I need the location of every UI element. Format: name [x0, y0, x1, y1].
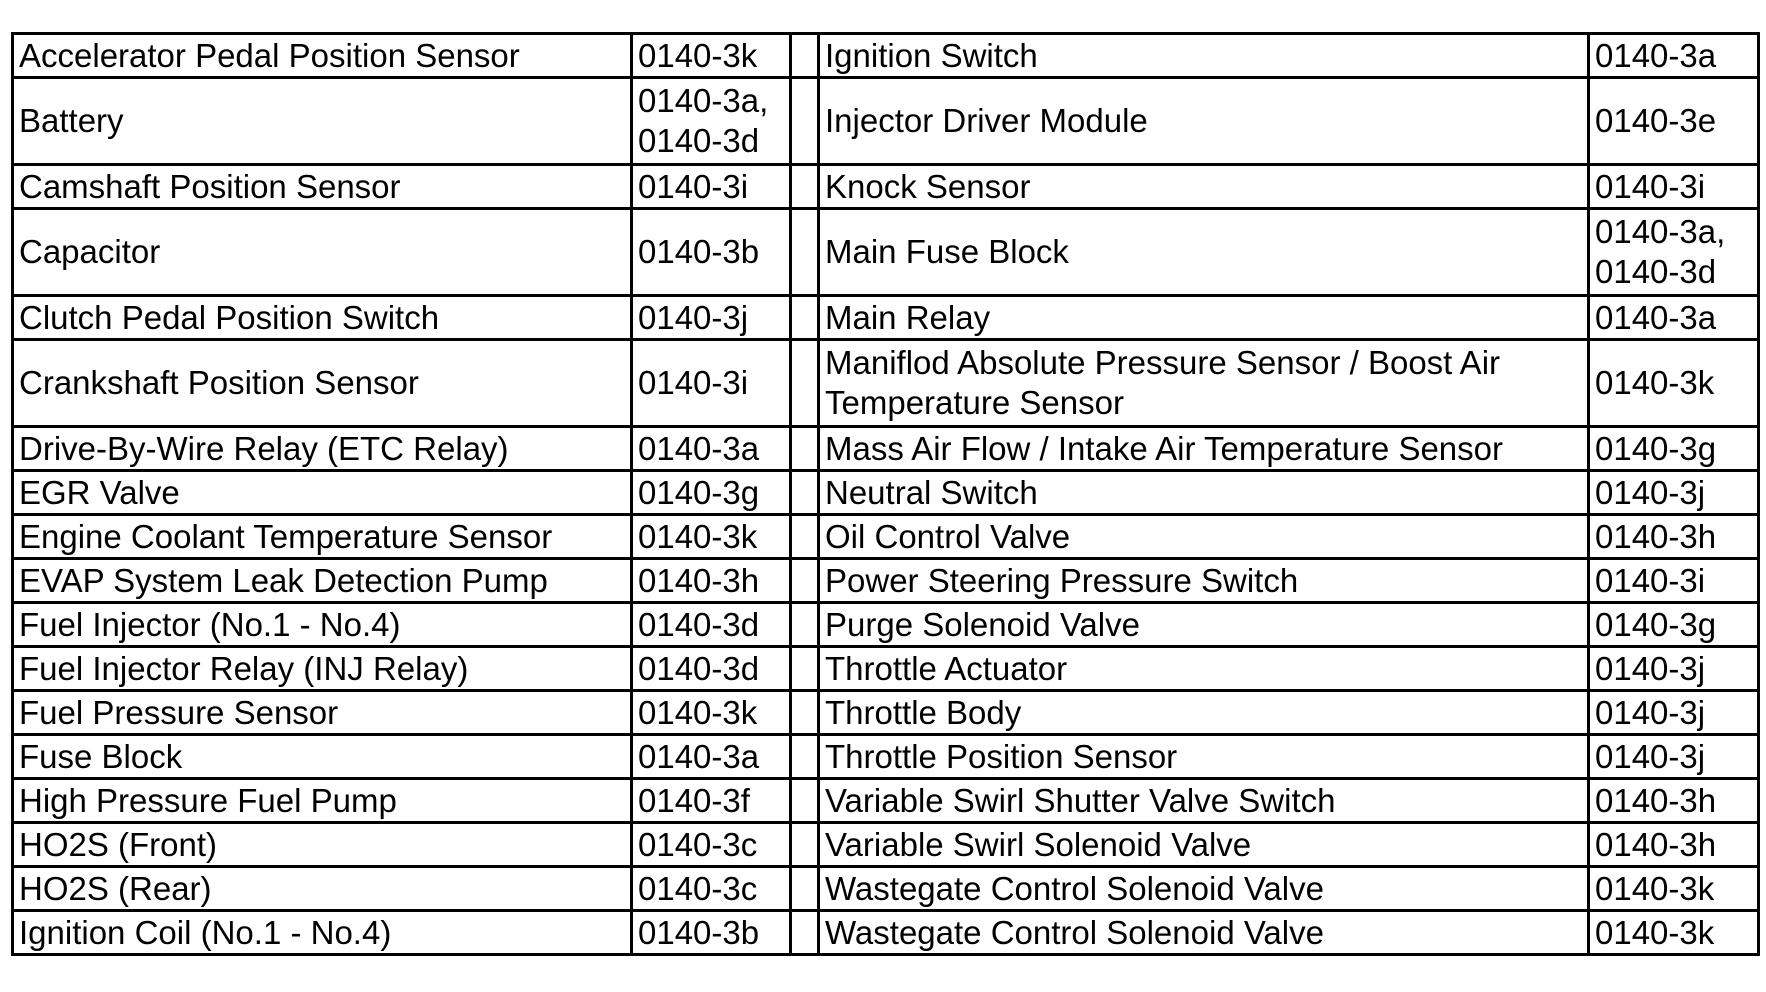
left-page-code: 0140-3d — [632, 603, 791, 647]
left-component-name: Clutch Pedal Position Switch — [13, 296, 632, 340]
right-page-code: 0140-3i — [1589, 165, 1759, 209]
table-row — [13, 559, 1759, 603]
left-page-code: 0140-3a, 0140-3d — [632, 78, 791, 165]
left-component-name: HO2S (Front) — [13, 823, 632, 867]
table-row — [13, 209, 1759, 296]
column-spacer — [791, 165, 819, 209]
left-page-code: 0140-3d — [632, 647, 791, 691]
index-table-body — [13, 34, 1759, 955]
table-row — [13, 165, 1759, 209]
table-row — [13, 779, 1759, 823]
right-component-name: Mass Air Flow / Intake Air Temperature Sensor — [819, 427, 1589, 471]
column-spacer — [791, 823, 819, 867]
table-row — [13, 911, 1759, 955]
left-component-name: EVAP System Leak Detection Pump — [13, 559, 632, 603]
right-component-name: Variable Swirl Solenoid Valve — [819, 823, 1589, 867]
column-spacer — [791, 471, 819, 515]
left-component-name: Fuel Pressure Sensor — [13, 691, 632, 735]
column-spacer — [791, 911, 819, 955]
table-row — [13, 296, 1759, 340]
right-component-name: Neutral Switch — [819, 471, 1589, 515]
left-component-name: Capacitor — [13, 209, 632, 296]
right-component-name: Injector Driver Module — [819, 78, 1589, 165]
right-component-name: Main Fuse Block — [819, 209, 1589, 296]
left-page-code: 0140-3i — [632, 165, 791, 209]
left-page-code: 0140-3i — [632, 340, 791, 427]
left-component-name: EGR Valve — [13, 471, 632, 515]
table-row — [13, 78, 1759, 165]
table-row — [13, 340, 1759, 427]
left-page-code: 0140-3k — [632, 691, 791, 735]
right-page-code: 0140-3k — [1589, 340, 1759, 427]
column-spacer — [791, 691, 819, 735]
left-page-code: 0140-3h — [632, 559, 791, 603]
right-page-code: 0140-3h — [1589, 515, 1759, 559]
right-component-name: Ignition Switch — [819, 34, 1589, 78]
right-page-code: 0140-3j — [1589, 735, 1759, 779]
left-page-code: 0140-3b — [632, 209, 791, 296]
left-page-code: 0140-3c — [632, 823, 791, 867]
table-row — [13, 735, 1759, 779]
right-component-name: Oil Control Valve — [819, 515, 1589, 559]
column-spacer — [791, 427, 819, 471]
right-page-code: 0140-3g — [1589, 603, 1759, 647]
component-location-index-table — [11, 32, 1760, 956]
right-page-code: 0140-3a — [1589, 296, 1759, 340]
left-page-code: 0140-3a — [632, 427, 791, 471]
column-spacer — [791, 779, 819, 823]
table-row — [13, 691, 1759, 735]
column-spacer — [791, 559, 819, 603]
left-page-code: 0140-3k — [632, 34, 791, 78]
left-component-name: Camshaft Position Sensor — [13, 165, 632, 209]
column-spacer — [791, 867, 819, 911]
table-row — [13, 603, 1759, 647]
table-row — [13, 647, 1759, 691]
column-spacer — [791, 296, 819, 340]
column-spacer — [791, 735, 819, 779]
right-component-name: Power Steering Pressure Switch — [819, 559, 1589, 603]
right-component-name: Knock Sensor — [819, 165, 1589, 209]
right-page-code: 0140-3e — [1589, 78, 1759, 165]
left-component-name: Fuel Injector (No.1 - No.4) — [13, 603, 632, 647]
right-page-code: 0140-3j — [1589, 471, 1759, 515]
column-spacer — [791, 340, 819, 427]
column-spacer — [791, 34, 819, 78]
right-page-code: 0140-3a — [1589, 34, 1759, 78]
right-component-name: Throttle Body — [819, 691, 1589, 735]
right-page-code: 0140-3a, 0140-3d — [1589, 209, 1759, 296]
left-page-code: 0140-3b — [632, 911, 791, 955]
right-page-code: 0140-3j — [1589, 691, 1759, 735]
table-row — [13, 515, 1759, 559]
column-spacer — [791, 209, 819, 296]
left-page-code: 0140-3k — [632, 515, 791, 559]
left-page-code: 0140-3g — [632, 471, 791, 515]
table-row — [13, 471, 1759, 515]
left-page-code: 0140-3c — [632, 867, 791, 911]
right-page-code: 0140-3i — [1589, 559, 1759, 603]
right-component-name: Main Relay — [819, 296, 1589, 340]
column-spacer — [791, 647, 819, 691]
right-component-name: Variable Swirl Shutter Valve Switch — [819, 779, 1589, 823]
right-component-name: Wastegate Control Solenoid Valve — [819, 911, 1589, 955]
left-component-name: Crankshaft Position Sensor — [13, 340, 632, 427]
left-component-name: Drive-By-Wire Relay (ETC Relay) — [13, 427, 632, 471]
left-component-name: HO2S (Rear) — [13, 867, 632, 911]
column-spacer — [791, 78, 819, 165]
left-component-name: Accelerator Pedal Position Sensor — [13, 34, 632, 78]
table-row — [13, 34, 1759, 78]
right-component-name: Maniflod Absolute Pressure Sensor / Boost Air Temperature Sensor — [819, 340, 1589, 427]
left-component-name: Fuel Injector Relay (INJ Relay) — [13, 647, 632, 691]
right-page-code: 0140-3j — [1589, 647, 1759, 691]
left-page-code: 0140-3a — [632, 735, 791, 779]
column-spacer — [791, 603, 819, 647]
left-component-name: Ignition Coil (No.1 - No.4) — [13, 911, 632, 955]
column-spacer — [791, 515, 819, 559]
left-page-code: 0140-3j — [632, 296, 791, 340]
table-row — [13, 867, 1759, 911]
right-component-name: Throttle Actuator — [819, 647, 1589, 691]
right-page-code: 0140-3g — [1589, 427, 1759, 471]
right-page-code: 0140-3k — [1589, 867, 1759, 911]
right-component-name: Throttle Position Sensor — [819, 735, 1589, 779]
left-page-code: 0140-3f — [632, 779, 791, 823]
table-row — [13, 427, 1759, 471]
right-page-code: 0140-3h — [1589, 779, 1759, 823]
left-component-name: Battery — [13, 78, 632, 165]
table-row — [13, 823, 1759, 867]
right-page-code: 0140-3k — [1589, 911, 1759, 955]
right-page-code: 0140-3h — [1589, 823, 1759, 867]
right-component-name: Purge Solenoid Valve — [819, 603, 1589, 647]
left-component-name: High Pressure Fuel Pump — [13, 779, 632, 823]
left-component-name: Fuse Block — [13, 735, 632, 779]
right-component-name: Wastegate Control Solenoid Valve — [819, 867, 1589, 911]
left-component-name: Engine Coolant Temperature Sensor — [13, 515, 632, 559]
